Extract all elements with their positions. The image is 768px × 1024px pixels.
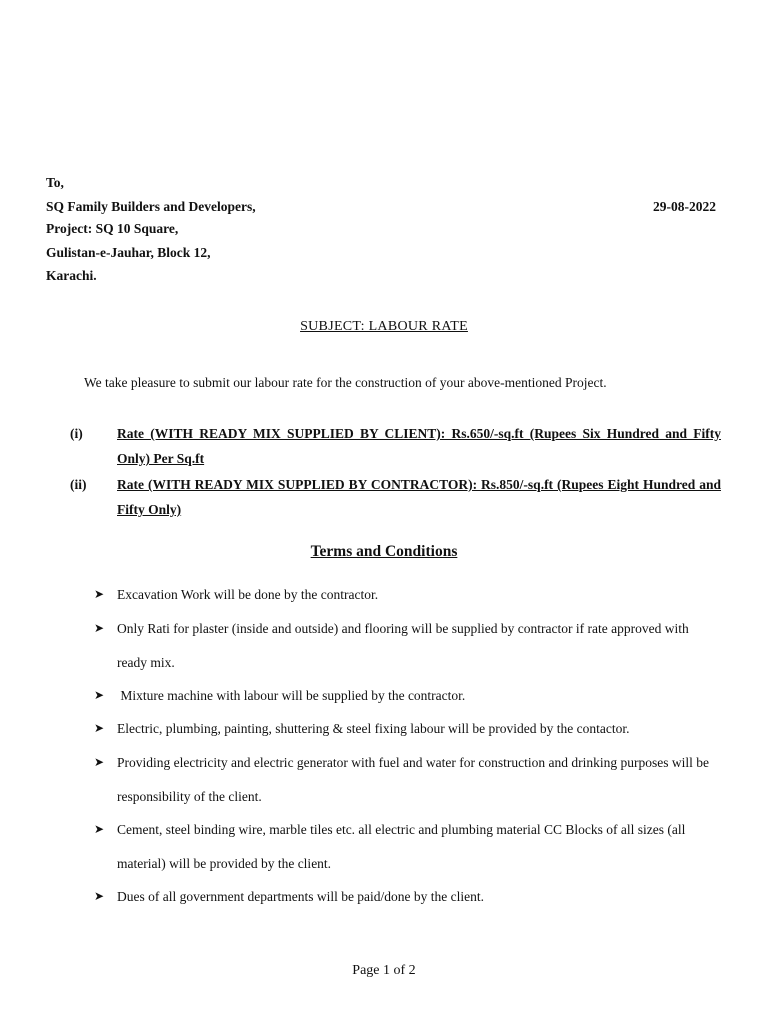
- rate-number-1: (i): [70, 426, 83, 441]
- address-to: To,: [46, 175, 64, 190]
- letter-date: 29-08-2022: [653, 199, 716, 214]
- rate-number-2: (ii): [70, 477, 87, 492]
- term-item-2: Only Rati for plaster (inside and outside) and flooring will be supplied by contractor if rate approved with ready mix.: [117, 621, 689, 670]
- arrowhead-bullet-icon: ➤: [94, 822, 105, 836]
- intro-paragraph: We take pleasure to submit our labour rate for the construction of your above-mentioned Project.: [84, 375, 607, 390]
- address-project: Project: SQ 10 Square,: [46, 221, 179, 236]
- address-company: SQ Family Builders and Developers,: [46, 199, 256, 214]
- term-item-5: Providing electricity and electric generator with fuel and water for construction and drinking purposes will be responsibility of the client.: [117, 755, 709, 804]
- term-item-6: Cement, steel binding wire, marble tiles etc. all electric and plumbing material CC Blocks of all sizes (all material) will be provided by the client.: [117, 822, 686, 871]
- arrowhead-bullet-icon: ➤: [94, 721, 105, 735]
- rate-text-1: Rate (WITH READY MIX SUPPLIED BY CLIENT): Rs.650/-sq.ft (Rupees Six Hundred and Fifty Only) Per Sq.ft: [117, 426, 721, 466]
- address-city: Karachi.: [46, 268, 97, 283]
- arrowhead-bullet-icon: ➤: [94, 889, 105, 903]
- arrowhead-bullet-icon: ➤: [94, 688, 105, 702]
- arrowhead-bullet-icon: ➤: [94, 621, 105, 635]
- term-item-3: Mixture machine with labour will be supplied by the contractor.: [117, 688, 466, 703]
- address-area: Gulistan-e-Jauhar, Block 12,: [46, 245, 211, 260]
- letter-subject: SUBJECT: LABOUR RATE: [300, 319, 468, 334]
- term-item-1: Excavation Work will be done by the contractor.: [117, 587, 379, 602]
- term-item-7: Dues of all government departments will be paid/done by the client.: [117, 889, 485, 904]
- term-item-4: Electric, plumbing, painting, shuttering & steel fixing labour will be provided by the contactor.: [117, 721, 630, 736]
- arrowhead-bullet-icon: ➤: [94, 587, 105, 601]
- rate-text-2: Rate (WITH READY MIX SUPPLIED BY CONTRACTOR): Rs.850/-sq.ft (Rupees Eight Hundred and Fifty Only): [117, 477, 721, 517]
- terms-title: Terms and Conditions: [310, 543, 458, 560]
- page-number-footer: Page 1 of 2: [352, 963, 416, 978]
- arrowhead-bullet-icon: ➤: [94, 755, 105, 769]
